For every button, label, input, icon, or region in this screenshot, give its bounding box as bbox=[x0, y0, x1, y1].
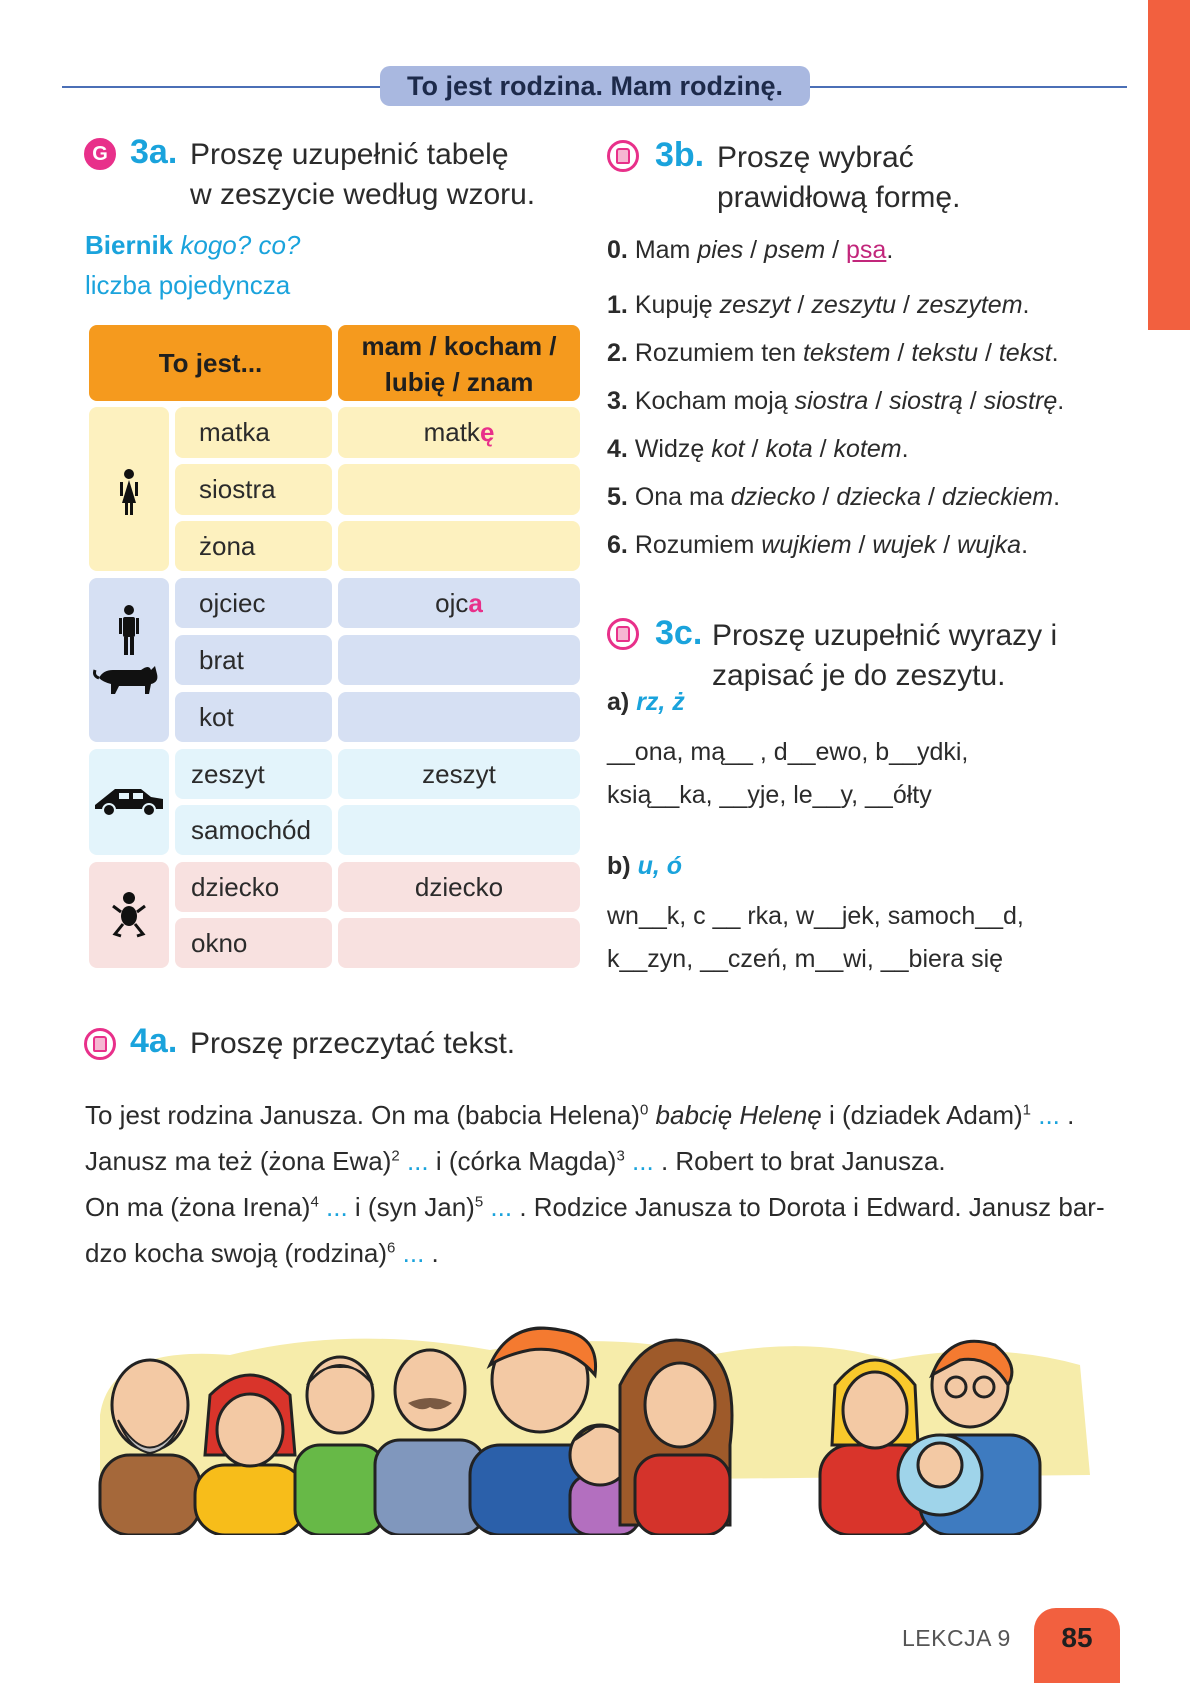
table-form: dziecko bbox=[338, 862, 580, 912]
table-form: zeszyt bbox=[338, 749, 580, 799]
choice-item: 5. Ona ma dziecko / dziecka / dzieckiem. bbox=[607, 483, 1061, 511]
option[interactable]: siostrą bbox=[889, 387, 963, 415]
instruction-line: prawidłową formę. bbox=[717, 181, 961, 214]
table-noun: okno bbox=[175, 918, 332, 968]
table-noun: matka bbox=[175, 407, 332, 458]
group-neuter bbox=[89, 862, 169, 968]
grammar-icon: G bbox=[84, 138, 116, 170]
option[interactable]: zeszytem bbox=[916, 291, 1023, 319]
option[interactable]: dzieckiem bbox=[941, 483, 1054, 511]
table-form: matkę bbox=[338, 407, 580, 458]
instruction-line: w zeszycie według wzoru. bbox=[190, 178, 536, 211]
exercise-number-3b: 3b. bbox=[655, 136, 705, 174]
choice-item: 0. Mam pies / psem / psa. bbox=[607, 236, 894, 264]
exercise-3b-instruction bbox=[717, 138, 960, 218]
baby-icon bbox=[89, 862, 169, 968]
option[interactable]: tekstu bbox=[911, 339, 979, 367]
table-form-blank[interactable] bbox=[338, 464, 580, 515]
exercise-3c-instruction bbox=[712, 616, 1057, 696]
table-form-blank[interactable] bbox=[338, 805, 580, 855]
header-right-line: mam / kocham / bbox=[361, 331, 557, 361]
blank[interactable]: ... bbox=[406, 1146, 429, 1176]
woman-icon bbox=[89, 407, 169, 571]
table-noun: zeszyt bbox=[175, 749, 332, 799]
number-label: liczba pojedyncza bbox=[85, 270, 291, 300]
part-b-label: b) u, ó bbox=[607, 852, 682, 880]
exercise-number-4a: 4a. bbox=[130, 1022, 178, 1060]
family-illustration bbox=[90, 1325, 1100, 1535]
case-label bbox=[85, 230, 300, 261]
option[interactable]: kota bbox=[765, 435, 813, 463]
story-line: On ma (żona Irena)$^4$ ... i (syn Jan)$^5$ ... . Rodzice Janusza to Dorota i Edward. Janusz bar- bbox=[85, 1192, 1105, 1222]
woman-long-hair-figure bbox=[620, 1340, 732, 1535]
table-form-blank[interactable] bbox=[338, 521, 580, 571]
blank[interactable]: ... bbox=[326, 1192, 348, 1222]
instruction-line: zapisać je do zeszytu. bbox=[712, 659, 1006, 692]
choice-item: 2. Rozumiem ten tekstem / tekstu / tekst. bbox=[607, 339, 1059, 367]
option[interactable]: pies bbox=[697, 236, 744, 264]
case-question: kogo? co? bbox=[180, 230, 301, 260]
instruction-line: Proszę wybrać bbox=[717, 141, 914, 174]
group-inanimate bbox=[89, 749, 169, 855]
table-header-right bbox=[338, 325, 580, 401]
lesson-label: LEKCJA 9 bbox=[902, 1625, 1011, 1651]
table-form-blank[interactable] bbox=[338, 692, 580, 742]
choice-item: 6. Rozumiem wujkiem / wujek / wujka. bbox=[607, 531, 1029, 559]
choice-item: 3. Kocham moją siostra / siostrą / siostrę. bbox=[607, 387, 1065, 415]
table-noun: żona bbox=[175, 521, 332, 571]
side-color-tab bbox=[1148, 0, 1190, 330]
option[interactable]: kot bbox=[711, 435, 745, 463]
option[interactable]: psem bbox=[764, 236, 826, 264]
gap-line[interactable]: __ona, mą__ , d__ewo, b__ydki, bbox=[607, 738, 969, 766]
blank[interactable]: ... bbox=[632, 1146, 654, 1176]
option[interactable]: dziecka bbox=[836, 483, 922, 511]
instruction-line: Proszę uzupełnić wyrazy i bbox=[712, 619, 1058, 652]
exercise-number-3c: 3c. bbox=[655, 614, 703, 652]
blank[interactable]: ... bbox=[402, 1238, 425, 1268]
table-form: ojca bbox=[338, 578, 580, 628]
option[interactable]: zeszyt bbox=[719, 291, 791, 319]
grandmother-figure bbox=[195, 1375, 305, 1535]
table-noun: ojciec bbox=[175, 578, 332, 628]
table-header-left: To jest... bbox=[89, 325, 332, 401]
option[interactable]: wujka bbox=[957, 531, 1022, 559]
homework-icon bbox=[607, 140, 639, 172]
story-line: Janusz ma też (żona Ewa)$^2$ ... i (córka Magda)$^3$ ... . Robert to brat Janusza. bbox=[85, 1146, 946, 1176]
case-name: Biernik bbox=[85, 230, 174, 260]
option[interactable]: dziecko bbox=[730, 483, 816, 511]
table-noun: samochód bbox=[175, 805, 332, 855]
choice-item: 4. Widzę kot / kota / kotem. bbox=[607, 435, 909, 463]
blank[interactable]: ... bbox=[490, 1192, 513, 1222]
man-icon bbox=[119, 605, 139, 655]
option[interactable]: zeszytu bbox=[811, 291, 897, 319]
choice-item: 1. Kupuję zeszyt / zeszytu / zeszytem. bbox=[607, 291, 1030, 319]
gap-line[interactable]: wn__k, c __ rka, w__jek, samoch__d, bbox=[607, 902, 1024, 930]
page-title: To jest rodzina. Mam rodzinę. bbox=[380, 66, 810, 106]
table-noun: dziecko bbox=[175, 862, 332, 912]
option[interactable]: kotem bbox=[833, 435, 902, 463]
story-line: dzo kocha swoją (rodzina)$^6$ ... . bbox=[85, 1238, 439, 1268]
homework-icon bbox=[84, 1028, 116, 1060]
part-a-label: a) rz, ż bbox=[607, 688, 685, 716]
gap-line[interactable]: ksią__ka, __yje, le__y, __ółty bbox=[607, 781, 932, 809]
option[interactable]: wujkiem bbox=[761, 531, 852, 559]
baby-figure bbox=[898, 1435, 982, 1515]
blank[interactable]: ... bbox=[1038, 1100, 1060, 1130]
gap-line[interactable]: k__zyn, __czeń, m__wi, __biera się bbox=[607, 945, 1004, 973]
cat-icon bbox=[95, 666, 158, 694]
car-icon bbox=[89, 749, 169, 855]
instruction-line: Proszę uzupełnić tabelę bbox=[190, 138, 509, 171]
option[interactable]: tekst bbox=[998, 339, 1052, 367]
exercise-3a-instruction bbox=[190, 135, 535, 215]
table-noun: siostra bbox=[175, 464, 332, 515]
group-masculine bbox=[89, 578, 169, 742]
option[interactable]: tekstem bbox=[802, 339, 891, 367]
exercise-number-3a: 3a. bbox=[130, 133, 178, 171]
page-number: 85 bbox=[1034, 1608, 1120, 1683]
example-answer: babcię Helenę bbox=[655, 1100, 822, 1130]
option[interactable]: wujek bbox=[872, 531, 937, 559]
table-noun: brat bbox=[175, 635, 332, 685]
story-line: To jest rodzina Janusza. On ma (babcia Helena)$^0$ babcię Helenę i (dziadek Adam)$^1$ ... . bbox=[85, 1100, 1075, 1130]
exercise-4a-instruction: Proszę przeczytać tekst. bbox=[190, 1027, 516, 1060]
table-form-blank[interactable] bbox=[338, 635, 580, 685]
homework-icon bbox=[607, 618, 639, 650]
header-right-line: lubię / znam bbox=[384, 367, 534, 397]
table-noun: kot bbox=[175, 692, 332, 742]
table-form-blank[interactable] bbox=[338, 918, 580, 968]
option[interactable]: siostrę bbox=[983, 387, 1058, 415]
option[interactable]: siostra bbox=[794, 387, 869, 415]
option-selected[interactable]: psa bbox=[846, 236, 887, 264]
group-feminine bbox=[89, 407, 169, 571]
